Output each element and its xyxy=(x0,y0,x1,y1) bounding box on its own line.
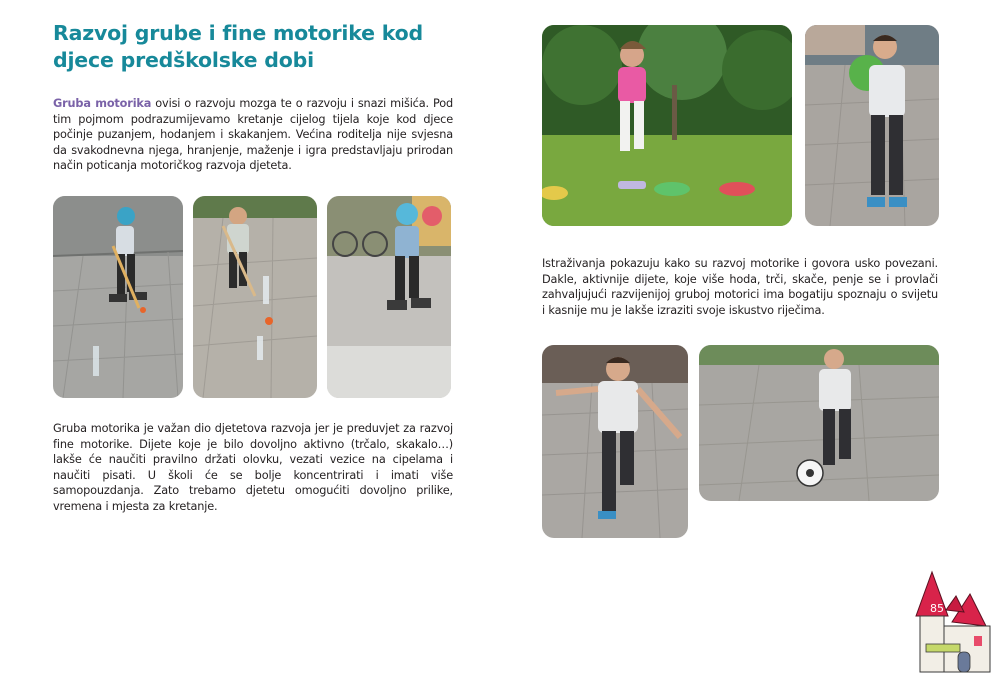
photo-boy-arms-open xyxy=(542,345,688,538)
castle-icon xyxy=(912,570,994,674)
photo-boy-with-ball xyxy=(805,25,939,226)
photo-girl-on-grass xyxy=(542,25,792,226)
castle-page-decoration xyxy=(912,570,994,674)
photo-skating-child xyxy=(327,196,451,398)
research-paragraph: Istraživanja pokazuju kako su razvoj motorike i govora usko povezani. Dakle, aktivnije dijete, koje više hoda, trči, skače, penje se i provlači zahvaljujući razvijenijoj gruboj motorici ima bogatiju spoznaju o svijetu i kasnije mu je lakše izraziti svoje iskustvo riječima. xyxy=(542,257,938,317)
photo-boy-kicking-ball xyxy=(699,345,939,501)
page-title: Razvoj grube i fine motorike kod djece predškolske dobi xyxy=(53,21,424,72)
page-number: 85 xyxy=(930,602,944,615)
photo-skating-hockey-2 xyxy=(193,196,317,398)
highlight-term: Gruba motorika xyxy=(53,97,152,110)
photo-skating-hockey-1 xyxy=(53,196,183,398)
motor-development-paragraph: Gruba motorika je važan dio djetetova razvoja jer je preduvjet za razvoj fine motorike. Dijete koje je bilo dovoljno aktivno (trčalo, skakalo…) lakše će naučiti pravilno držati olovku, vezati vezice na cipelama i naučiti pisati. U školi će se bolje koncentrirati i imati više samopouzdanja. Zato trebamo djetetu omogućiti dovoljno prilike, vremena i mjesta za kretanje. xyxy=(53,422,453,513)
intro-paragraph xyxy=(53,96,453,174)
intro-text: ovisi o razvoju mozga te o razvoju i snazi mišića. Pod tim pojmom podrazumijevamo kretanje cijelog tijela koje kod djece počinje puzanjem, hodanjem i skakanjem. Većina roditelja nije svjesna da svakodnevna njega, hranjenje, maženje i igra predstavljaju prirodan način poticanja motoričkog razvoja djeteta. xyxy=(53,97,454,172)
